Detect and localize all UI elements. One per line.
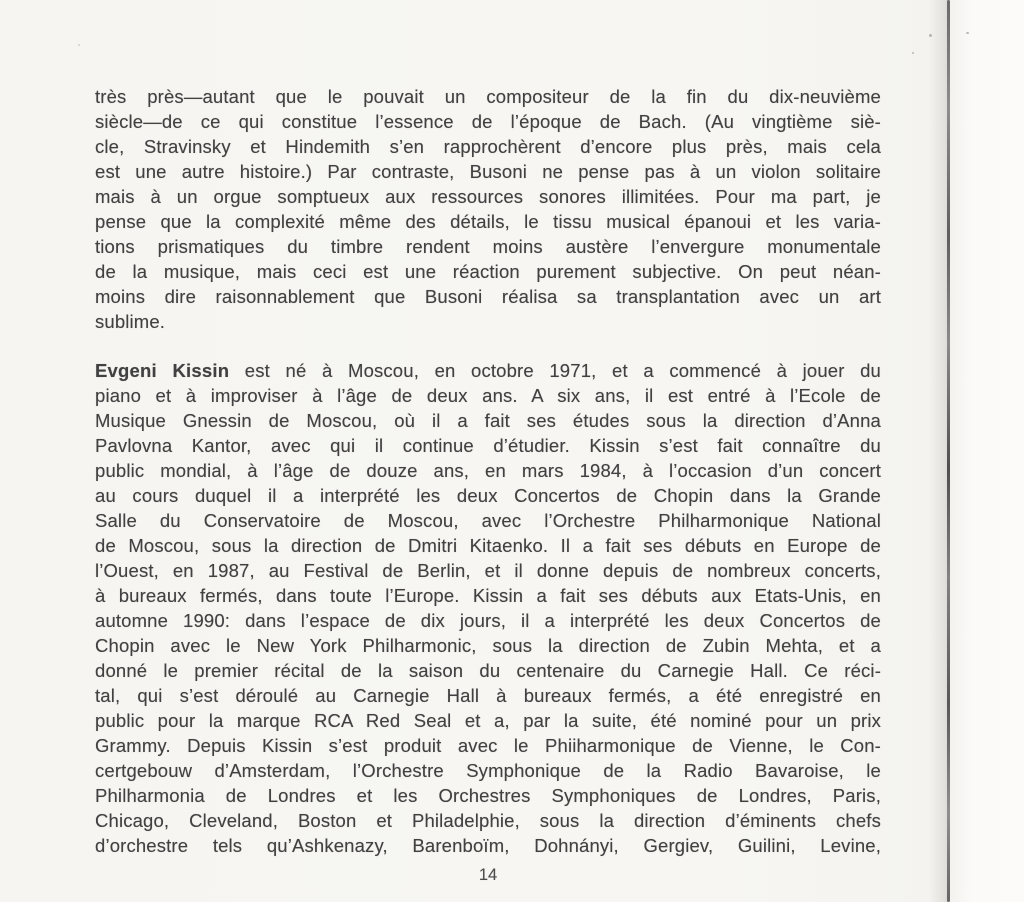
text-line: sublime. <box>95 311 166 332</box>
text-line: de Moscou, sous la direction de Dmitri Kitaenko. Il a fait ses débuts en Europe de <box>95 535 881 556</box>
text-line <box>95 358 881 383</box>
page-edge-margin <box>950 0 1024 902</box>
text-line: pense que la complexité même des détails, le tissu musical épanoui et les varia- <box>95 211 881 232</box>
paragraph-kissin-bio <box>95 358 881 858</box>
text-line: Musique Gnessin de Moscou, où il a fait ses études sous la direction d’Anna <box>95 410 881 431</box>
text-line: tal, qui s’est déroulé au Carnegie Hall à bureaux fermés, a été enregistré en <box>95 685 881 706</box>
text-line: très près—autant que le pouvait un compositeur de la fin du dix-neuvième <box>95 86 881 107</box>
text-line: à bureaux fermés, dans toute l’Europe. Kissin a fait ses débuts aux Etats-Unis, en <box>95 585 881 606</box>
page-number: 14 <box>478 866 498 884</box>
text-line: automne 1990: dans l’espace de dix jours, il a interprété les deux Concertos de <box>95 610 881 631</box>
paragraph-busoni <box>95 84 881 334</box>
text-line: certgebouw d’Amsterdam, l’Orchestre Symphonique de la Radio Bavaroise, le <box>95 760 881 781</box>
text-line: Chicago, Cleveland, Boston et Philadelphie, sous la direction d’éminents chefs <box>95 810 881 831</box>
text-line: Pavlovna Kantor, avec qui il continue d’étudier. Kissin s’est fait connaître du <box>95 435 881 456</box>
text-line: moins dire raisonnablement que Busoni réalisa sa transplantation avec un art <box>95 286 881 307</box>
text-line: Philharmonia de Londres et les Orchestres Symphoniques de Londres, Paris, <box>95 785 881 806</box>
text-line: tions prismatiques du timbre rendent moins austère l’envergure monumentale <box>95 236 881 257</box>
scan-speck <box>929 34 932 37</box>
text-line: mais à un orgue somptueux aux ressources sonores illimitées. Pour ma part, je <box>95 186 881 207</box>
text-line: d’orchestre tels qu’Ashkenazy, Barenboïm, Dohnányi, Gergiev, Guilini, Levine, <box>95 835 881 856</box>
text-line: Salle du Conservatoire de Moscou, avec l’Orchestre Philharmonique National <box>95 510 881 531</box>
text-line: piano et à improviser à l’âge de deux ans. A six ans, il est entré à l’Ecole de <box>95 385 881 406</box>
page-text-block <box>95 84 881 858</box>
scan-speck <box>78 44 80 46</box>
text-line: public mondial, à l’âge de douze ans, en mars 1984, à l’occasion d’un concert <box>95 460 881 481</box>
text-line: est une autre histoire.) Par contraste, Busoni ne pense pas à un violon solitaire <box>95 161 881 182</box>
text-line: public pour la marque RCA Red Seal et a, par la suite, été nominé pour un prix <box>95 710 881 731</box>
text-line: l’Ouest, en 1987, au Festival de Berlin, et il donne depuis de nombreux concerts, <box>95 560 881 581</box>
scan-speck <box>912 52 914 54</box>
text-line: au cours duquel il a interprété les deux Concertos de Chopin dans la Grande <box>95 485 881 506</box>
scan-speck <box>966 32 969 34</box>
text-line: siècle—de ce qui constitue l’essence de l’époque de Bach. (Au vingtième siè- <box>95 111 881 132</box>
paragraph-lines <box>95 383 881 858</box>
page-edge-line <box>947 0 950 902</box>
text-line: Grammy. Depuis Kissin s’est produit avec le Phiiharmonique de Vienne, le Con- <box>95 735 881 756</box>
page-curl-shadow <box>928 0 948 902</box>
kissin-name-bold: Evgeni Kissin <box>95 360 230 381</box>
text-line: de la musique, mais ceci est une réaction purement subjective. On peut néan- <box>95 261 881 282</box>
text-span: est né à Moscou, en octobre 1971, et a commencé à jouer du <box>229 360 881 381</box>
text-line: Chopin avec le New York Philharmonic, sous la direction de Zubin Mehta, et a <box>95 635 881 656</box>
text-line: donné le premier récital de la saison du centenaire du Carnegie Hall. Ce réci- <box>95 660 881 681</box>
text-line: cle, Stravinsky et Hindemith s’en rapprochèrent d’encore plus près, mais cela <box>95 136 881 157</box>
